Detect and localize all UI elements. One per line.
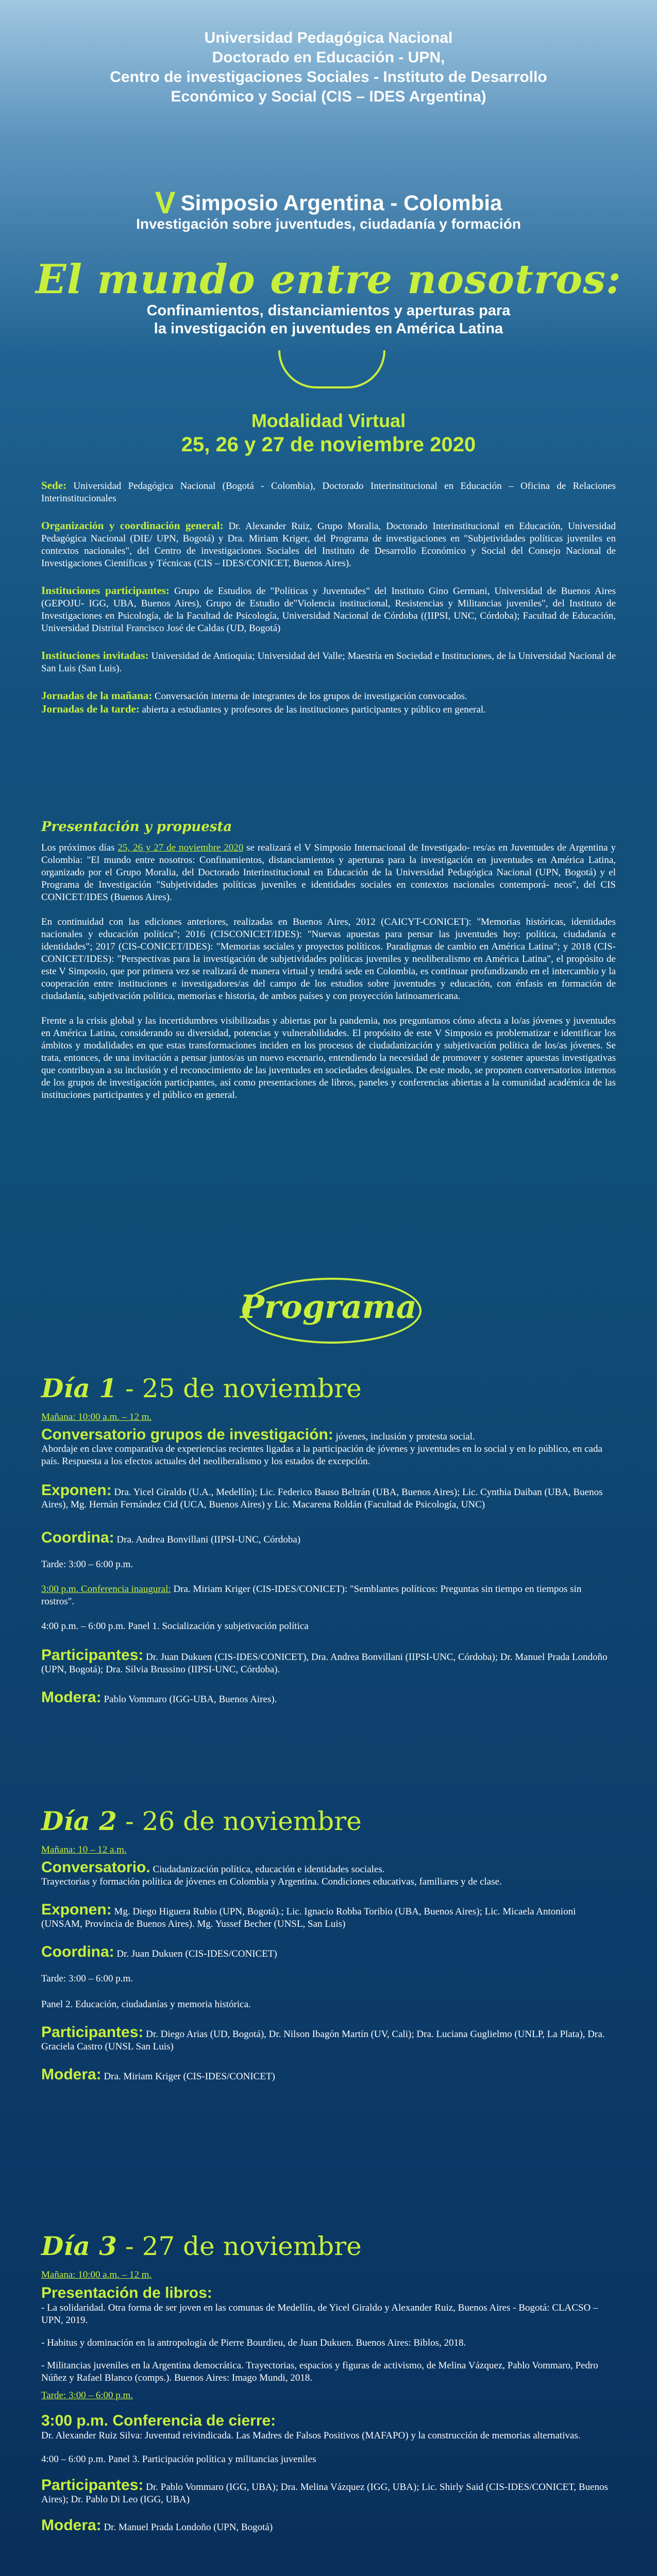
day2-date: - 26 de noviembre [116, 1806, 362, 1836]
day2-block [41, 1806, 616, 2083]
p1-end: se realizará el V Simposio Internacional de Investigado- res/as en Juventudes de Argentina y Colombia: "El mundo entre nosotros: Confinamientos, distanciamientos y aperturas para la investigación en juventudes en América Latina, organizado por el Grupo Moralia, del Doctorado Interinstitucional en Educación de la Universidad Pedagógica Nacional (UPN, Bogotá) y el Programa de Investigación "Subjetividades políticas juveniles e identidades sociales en contextos nacionales contemporá- neos", del CIS CONICET/IDES (Buenos Aires). [41, 842, 616, 903]
day1-panel: 4:00 p.m. – 6:00 p.m. Panel 1. Socialización y subjetivación política [41, 1621, 309, 1632]
header-line-1: Universidad Pedagógica Nacional [204, 29, 453, 46]
day1-label: Día 1 [41, 1373, 117, 1403]
day2-modera [41, 2066, 616, 2083]
day1-participantes [41, 1649, 616, 1676]
invit-label: Instituciones invitadas: [41, 649, 149, 662]
day3-books-label: Presentación de libros: [41, 2284, 212, 2301]
day1-exp-text: Dra. Yicel Giraldo (U.A., Medellín); Lic. Federico Bauso Beltrán (UBA, Buenos Aires); Lic. Cynthia Daiban (UBA, Buenos Aires), Mg. Hernán Fernández Cid (UCA, Buenos Aires) y Lic. Macarena Roldán (Facultad de Psicología, UNC) [41, 1487, 603, 1510]
sede-label: Sede: [41, 479, 66, 492]
header-line-2: Doctorado en Educación - UPN, [212, 49, 445, 66]
inst-paragraph [41, 584, 616, 635]
theme-subtitle-1: Confinamientos, distanciamientos y aperturas para [146, 302, 511, 319]
day3-closing-label: 3:00 p.m. Conferencia de cierre: [41, 2412, 276, 2429]
symposium-subtitle: Investigación sobre juventudes, ciudadanía y formación [136, 216, 521, 232]
day1-mod-text: Pablo Vommaro (IGG-UBA, Buenos Aires). [101, 1694, 277, 1705]
day1-mod-label: Modera: [41, 1689, 102, 1706]
day3-mod-text: Dr. Manuel Prada Londoño (UPN, Bogotá) [101, 2522, 273, 2533]
modality: Modalidad Virtual [251, 410, 406, 431]
event-dates: 25, 26 y 27 de noviembre 2020 [181, 433, 476, 456]
header-line-3: Centro de investigaciones Sociales - Instituto de Desarrollo [110, 69, 547, 86]
day2-afternoon: Tarde: 3:00 – 6:00 p.m. [41, 1973, 133, 1984]
day1-conv-topic: jóvenes, inclusión y protesta social. [333, 1431, 475, 1442]
header-institutions [0, 28, 657, 107]
day3-block [41, 2231, 616, 2534]
sede-text: Universidad Pedagógica Nacional (Bogotá - Colombia), Doctorado Interinstitucional en Educación – Oficina de Relaciones Interinstitucionales [41, 481, 616, 504]
roman-five: V [155, 185, 176, 220]
header-line-4: Económico y Social (CIS – IDES Argentina) [171, 88, 486, 105]
day1-conv-desc: Abordaje en clave comparativa de experiencias recientes ligadas a la participación de jóvenes y juventudes en lo social y en lo público, en cada país. Respuesta a los efectos actuales del neoliberalismo y los estados de excepción. [41, 1444, 602, 1467]
inst-text: Grupo de Estudios de "Políticas y Juventudes" del Instituto Gino Germani, Universidad de Buenos Aires (GEPOJU- IGG, UBA, Buenos Aires), Grupo de Estudio de"Violencia institucional, Resistencias y Militancias juveniles", del Instituto de Investigaciones en Psicología, de la Facultad de Psicología, Universidad Nacional de Córdoba ((IIPSI, UNC, Córdoba); Facultad de Educación, Universidad Distrital Francisco José de Caldas (UD, Bogotá) [41, 586, 616, 634]
day1-part-label: Participantes: [41, 1647, 144, 1664]
day1-conf-time: 3:00 p.m. Conferencia inaugural: [41, 1584, 171, 1595]
day1-conference [41, 1583, 616, 1608]
info-block [41, 479, 616, 716]
day2-participantes [41, 2026, 616, 2053]
modality-block [0, 410, 657, 457]
day2-coord-text: Dr. Juan Dukuen (CIS-IDES/CONICET) [114, 1948, 277, 1959]
sede-paragraph [41, 479, 616, 505]
theme-block [0, 258, 657, 338]
day3-date: - 27 de noviembre [116, 2231, 362, 2261]
day1-coord-label: Coordina: [41, 1529, 114, 1546]
day1-heading [41, 1373, 616, 1404]
day2-conv-label: Conversatorio. [41, 1859, 150, 1876]
day2-panel: Panel 2. Educación, ciudadanías y memoria histórica. [41, 1999, 251, 2010]
day3-mod-label: Modera: [41, 2517, 102, 2534]
day2-mod-text: Dra. Miriam Kriger (CIS-IDES/CONICET) [101, 2071, 275, 2082]
p1-date: 25, 26 y 27 de noviembre 2020 [117, 842, 244, 853]
manana-label: Jornadas de la mañana: [41, 689, 153, 702]
programa-header [0, 1257, 657, 1326]
day2-exponen [41, 1901, 616, 1930]
presentacion-p1 [41, 842, 616, 904]
day1-conf-text: Dra. Miriam Kriger (CIS-IDES/CONICET): "Semblantes políticos: Preguntas sin tiempo en tiempos sin rostros". [41, 1584, 582, 1607]
org-label: Organización y coordinación general: [41, 519, 224, 532]
day1-morning-time: Mañana: 10:00 a.m. – 12 m. [41, 1412, 152, 1422]
programa-title: Programa [240, 1288, 417, 1326]
day2-coord-label: Coordina: [41, 1943, 114, 1960]
day2-morning-time: Mañana: 10 – 12 a.m. [41, 1844, 127, 1855]
day3-afternoon: Tarde: 3:00 – 6:00 p.m. [41, 2390, 133, 2401]
symposium-title [0, 185, 657, 233]
day2-coordina [41, 1943, 616, 1960]
day2-label: Día 2 [41, 1806, 117, 1836]
day3-participantes [41, 2479, 616, 2506]
day1-conv [41, 1426, 616, 1443]
day3-part-text: Dr. Pablo Vommaro (IGG, UBA); Dra. Melina Vázquez (IGG, UBA); Lic. Shirly Said (CIS-IDES/CONICET, Buenos Aires); Dr. Pablo Di Leo (IGG, UBA) [41, 2482, 608, 2505]
day2-conv [41, 1861, 616, 1876]
day2-part-text: Dr. Diego Arias (UD, Bogotá), Dr. Nilson Ibagón Martín (UV, Cali); Dra. Luciana Guglielmo (UNLP, La Plata), Dra. Graciela Castro (UNSL San Luis) [41, 2029, 605, 2052]
day1-date: - 25 de noviembre [116, 1374, 362, 1403]
inst-label: Instituciones participantes: [41, 584, 170, 597]
invit-paragraph [41, 649, 616, 675]
day1-modera [41, 1691, 616, 1706]
day1-block [41, 1373, 616, 1706]
simposio-name: Simposio Argentina - Colombia [180, 191, 502, 215]
theme-title: El mundo entre nosotros: [36, 256, 621, 303]
p1-start: Los próximos días [41, 842, 118, 853]
day3-closing-text: Dr. Alexander Ruiz Silva: Juventud reivindicada. Las Madres de Falsos Positivos (MAFAPO) y la construcción de memorias alternativas. [41, 2430, 581, 2441]
org-text: Dr. Alexander Ruiz, Grupo Moralia, Doctorado Interinstitucional en Educación, Universidad Pedagógica Nacional (DIE/ UPN, Bogotá) y Dra. Miriam Kriger, del Programa de investigaciones en "Subjetividades políticas juveniles en contextos nacionales", del Centro de investigaciones Sociales del Instituto de Desarrollo Económico y Social del Consejo Nacional de Investigaciones Científicas y Técnicas (CIS – IDES/CONICET, Buenos Aires). [41, 521, 616, 569]
presentacion-p2: En continuidad con las ediciones anteriores, realizadas en Buenos Aires, 2012 (CAICYT-CONICET): "Memorias históricas, identidades nacionales y educación política"; 2016 (CISCONICET/IDES): "Nuevas apuestas para pensar las juventudes hoy: política, ciudadanía e identidades"; 2017 (CIS-CONICET/IDES): "Memorias sociales y proyectos políticos. Paradigmas de cambio en América Latina"; y 2018 (CIS-CONICET/IDES): "Perspectivas para la investigación de subjetividades políticas juveniles y neoliberalismo en América Latina", el propósito de este V Simposio, que por primera vez se realizará de manera virtual y tendrá sede en Colombia, es continuar profundizando en el intercambio y la cooperación entre instituciones e investigadores/as del campo de los estudios sobre juventudes y educación, con énfasis en formación de ciudadanía, subjetivación política, memorias e historia, de ambos países y con proyección latinoamericana. [41, 917, 616, 1002]
day1-exponen [41, 1484, 616, 1511]
day2-exp-text: Mg. Diego Higuera Rubio (UPN, Bogotá).; Lic. Ignacio Robba Toribio (UBA, Buenos Aires); Lic. Micaela Antonioni (UNSAM, Provincia de Buenos Aires). Mg. Yussef Becher (UNSL, San Luis) [41, 1906, 576, 1929]
tarde-paragraph [41, 703, 616, 716]
day3-book-3: - Militancias juveniles en la Argentina democrática. Trayectorias, espacios y figuras de activismo, de Melina Vázquez, Pablo Vommaro, Pedro Núñez y Rafael Blanco (comps.). Buenos Aires: Imago Mundi, 2018. [41, 2360, 598, 2383]
decorative-arc [278, 350, 385, 388]
org-paragraph [41, 519, 616, 570]
day2-part-label: Participantes: [41, 2024, 144, 2041]
day3-part-label: Participantes: [41, 2477, 144, 2494]
day1-conv-label: Conversatorio grupos de investigación: [41, 1426, 333, 1443]
day1-coordina [41, 1529, 616, 1546]
day1-coord-text: Dra. Andrea Bonvillani (IIPSI-UNC, Córdoba) [114, 1534, 301, 1545]
tarde-text: abierta a estudiantes y profesores de las instituciones participantes y público en general. [142, 704, 486, 715]
day2-conv-desc: Trayectorias y formación política de jóvenes en Colombia y Argentina. Condiciones educativas, familiares y de clase. [41, 1876, 502, 1887]
day1-afternoon: Tarde: 3:00 – 6:00 p.m. [41, 1559, 133, 1570]
day1-part-text: Dr. Juan Dukuen (CIS-IDES/CONICET), Dra. Andrea Bonvillani (IIPSI-UNC, Córdoba); Dr. Manuel Prada Londoño (UPN, Bogotá); Dra. Silvia Brussino (IIPSI-UNC, Córdoba). [41, 1652, 608, 1675]
day2-exp-label: Exponen: [41, 1901, 112, 1918]
tarde-label: Jornadas de la tarde: [41, 703, 140, 715]
day3-book-1: - La solidaridad. Otra forma de ser joven en las comunas de Medellín, de Yicel Giraldo y Alexander Ruiz, Buenos Aires - Bogotá: CLACSO – UPN, 2019. [41, 2302, 598, 2326]
day3-label: Día 3 [41, 2231, 117, 2261]
day3-heading [41, 2231, 616, 2262]
manana-paragraph [41, 689, 616, 703]
theme-subtitle-2: la investigación en juventudes en América Latina [154, 320, 503, 337]
manana-text: Conversación interna de integrantes de los grupos de investigación convocados. [155, 691, 467, 702]
presentacion-title: Presentación y propuesta [41, 819, 232, 835]
day2-mod-label: Modera: [41, 2066, 102, 2083]
day2-heading [41, 1806, 616, 1837]
day3-morning-time: Mañana: 10:00 a.m. – 12 m. [41, 2269, 152, 2280]
day3-panel: 4:00 – 6:00 p.m. Panel 3. Participación política y militancias juveniles [41, 2454, 316, 2465]
day3-modera [41, 2519, 616, 2534]
presentacion-p3: Frente a la crisis global y las incertidumbres visibilizadas y abiertas por la pandemia, nos preguntamos cómo afecta a lo/as jóvenes y juventudes en América Latina, considerando su diversidad, potencias y vulnerabilidades. El propósito de este V Simposio es problematizar e identificar los ámbitos y modalidades en que estas transformaciones inciden en los procesos de ciudadanización y subjetivación política de los/as jóvenes. Se trata, entonces, de una invitación a pensar juntos/as un nuevo escenario, entendiendo la necesidad de promover y sostener apuestas investigativas que contribuyan a su inclusión y el reconocimiento de las juventudes en sociedades desiguales. De este modo, se proponen conversatorios internos de los grupos de investigación participantes, así como presentaciones de libros, paneles y conferencias abiertas a la comunidad académica de las instituciones participantes y el público en general. [41, 1015, 616, 1100]
invit-text: Universidad de Antioquia; Universidad del Valle; Maestría en Sociedad e Instituciones, de la Universidad Nacional de San Luis (San Luis). [41, 651, 616, 674]
day2-conv-topic: Ciudadanización política, educación e identidades sociales. [150, 1864, 385, 1875]
day1-exp-label: Exponen: [41, 1482, 112, 1499]
presentacion-block [41, 819, 616, 1101]
day3-book-2: - Habitus y dominación en la antropología de Pierre Bourdieu, de Juan Dukuen. Buenos Aires: Biblos, 2018. [41, 2337, 466, 2348]
